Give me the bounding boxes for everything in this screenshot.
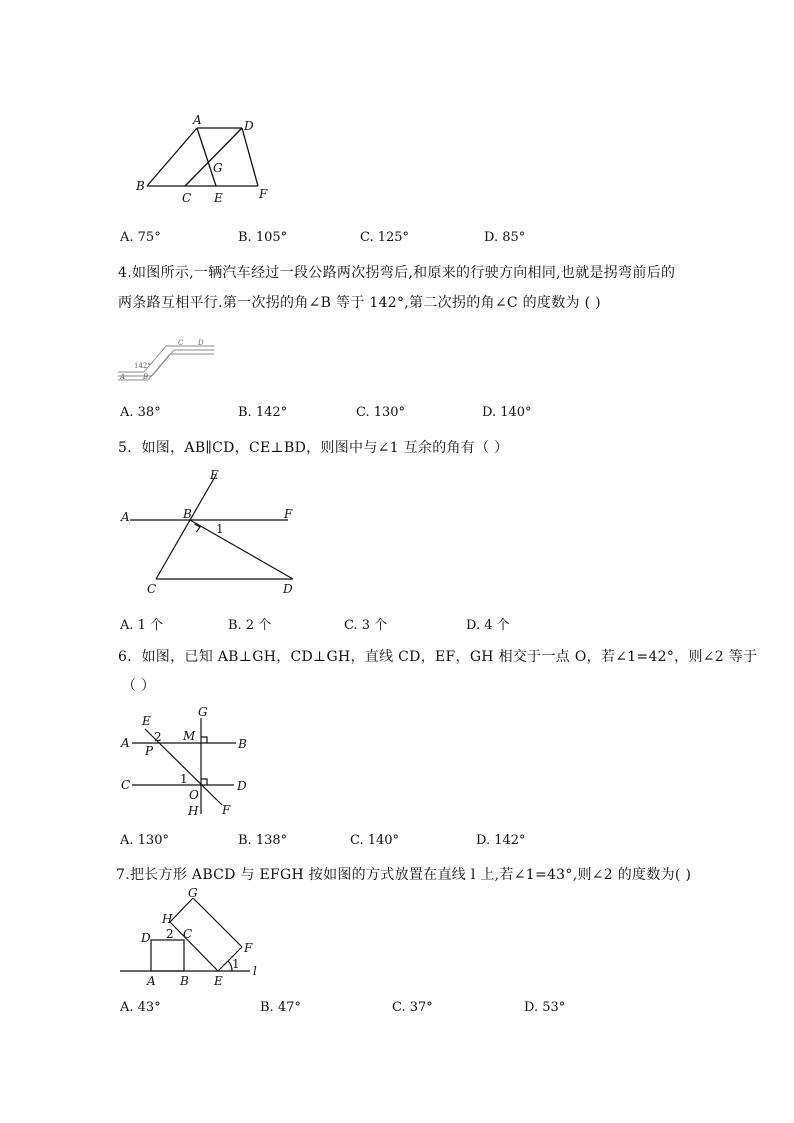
q4-figure — [118, 332, 218, 387]
q7-label-one: 1 — [232, 957, 240, 971]
q7-label-h: H — [162, 912, 173, 926]
q3-line-ab — [147, 128, 197, 186]
q4-option-a[interactable]: A. 38° — [120, 405, 161, 420]
q5-label-d: D — [283, 582, 293, 596]
q4-question-line1: 4.如图所示,一辆汽车经过一段公路两次拐弯后,和原来的行驶方向相同,也就是拐弯前后的 — [118, 265, 676, 281]
q6-right-angle-mark-m — [201, 737, 207, 743]
q6-question-line1: 6．如图，已知 AB⊥GH，CD⊥GH，直线 CD，EF，GH 相交于一点 O，若∠1=42°，则∠2 等于 — [118, 649, 758, 665]
q3-option-d[interactable]: D. 85° — [484, 230, 526, 245]
q5-figure — [118, 465, 318, 605]
q5-label-one: 1 — [216, 522, 224, 536]
q3-option-a[interactable]: A. 75° — [120, 230, 161, 245]
q7-line-hg — [170, 898, 193, 922]
q5-label-c: C — [147, 582, 157, 596]
q6-label-b: B — [238, 737, 247, 751]
q5-label-b: B — [183, 507, 192, 521]
q4-label-a: A — [120, 373, 126, 381]
q5-question-line1: 5．如图，AB∥CD，CE⊥BD，则图中与∠1 互余的角有（ ） — [118, 440, 509, 456]
q6-option-b[interactable]: B. 138° — [238, 833, 288, 848]
q7-label-e: E — [214, 974, 223, 988]
q3-label-e: E — [214, 191, 223, 205]
q5-label-a: A — [121, 510, 130, 524]
q7-line-eh — [170, 922, 218, 971]
q6-label-h: H — [188, 804, 199, 818]
q4-label-c: C — [178, 339, 184, 347]
q6-option-a[interactable]: A. 130° — [120, 833, 169, 848]
q4-label-angle: 142° — [134, 362, 151, 370]
q5-option-b[interactable]: B. 2 个 — [228, 618, 272, 633]
q6-option-d[interactable]: D. 142° — [476, 833, 526, 848]
q7-rect-abcd — [151, 940, 184, 971]
q6-label-o: O — [189, 788, 199, 802]
q3-line-df — [242, 128, 258, 186]
q3-figure — [130, 110, 280, 210]
q7-option-c[interactable]: C. 37° — [392, 1000, 433, 1015]
q3-label-d: D — [244, 119, 254, 133]
q6-label-p: P — [145, 744, 154, 758]
q6-label-one: 1 — [180, 772, 188, 786]
q7-label-c: C — [183, 927, 193, 941]
q3-option-b[interactable]: B. 105° — [238, 230, 288, 245]
q4-option-c[interactable]: C. 130° — [356, 405, 406, 420]
q5-option-c[interactable]: C. 3 个 — [344, 618, 388, 633]
q5-option-d[interactable]: D. 4 个 — [466, 618, 510, 633]
q7-option-a[interactable]: A. 43° — [120, 1000, 161, 1015]
q5-label-f: F — [284, 507, 293, 521]
q5-line-ec — [156, 475, 216, 579]
q7-line-gf — [193, 898, 242, 947]
q6-label-f: F — [222, 803, 231, 817]
q7-label-l: l — [253, 964, 257, 978]
q3-label-c: C — [182, 191, 192, 205]
q5-line-bd — [190, 520, 293, 579]
q6-right-angle-mark-o — [201, 779, 207, 785]
q4-label-b: B — [143, 373, 149, 381]
q6-option-c[interactable]: C. 140° — [350, 833, 400, 848]
q7-label-g: G — [188, 886, 198, 900]
q7-option-d[interactable]: D. 53° — [524, 1000, 566, 1015]
q6-figure — [118, 702, 268, 820]
q6-question-line2: （ ） — [122, 678, 156, 694]
q4-question-line2: 两条路互相平行.第一次拐的角∠B 等于 142°,第二次拐的角∠C 的度数为 ( ) — [118, 295, 601, 311]
q7-option-b[interactable]: B. 47° — [260, 1000, 301, 1015]
q7-label-b: B — [180, 974, 189, 988]
q7-label-a: A — [147, 974, 156, 988]
q6-label-a: A — [121, 736, 130, 750]
q3-label-f: F — [259, 187, 268, 201]
q6-label-two: 2 — [154, 730, 162, 744]
q7-question-line1: 7.把长方形 ABCD 与 EFGH 按如图的方式放置在直线 l 上,若∠1=43°,则∠2 的度数为( ) — [116, 867, 692, 883]
q3-option-c[interactable]: C. 125° — [360, 230, 410, 245]
q5-label-e: E — [210, 468, 219, 482]
q3-label-b: B — [136, 179, 145, 193]
q6-label-d: D — [237, 779, 247, 793]
q6-label-e: E — [142, 714, 151, 728]
q6-label-c: C — [121, 778, 131, 792]
q6-label-g: G — [198, 705, 208, 719]
q7-label-f: F — [244, 941, 253, 955]
q4-option-d[interactable]: D. 140° — [482, 405, 532, 420]
q4-option-b[interactable]: B. 142° — [238, 405, 288, 420]
q6-label-m: M — [183, 729, 196, 743]
q7-label-two: 2 — [166, 927, 174, 941]
q3-label-g: G — [213, 161, 223, 175]
q4-label-d: D — [198, 339, 204, 347]
q5-option-a[interactable]: A. 1 个 — [120, 618, 164, 633]
q7-label-d: D — [141, 931, 151, 945]
q7-figure — [118, 888, 268, 993]
q3-label-a: A — [193, 113, 202, 127]
